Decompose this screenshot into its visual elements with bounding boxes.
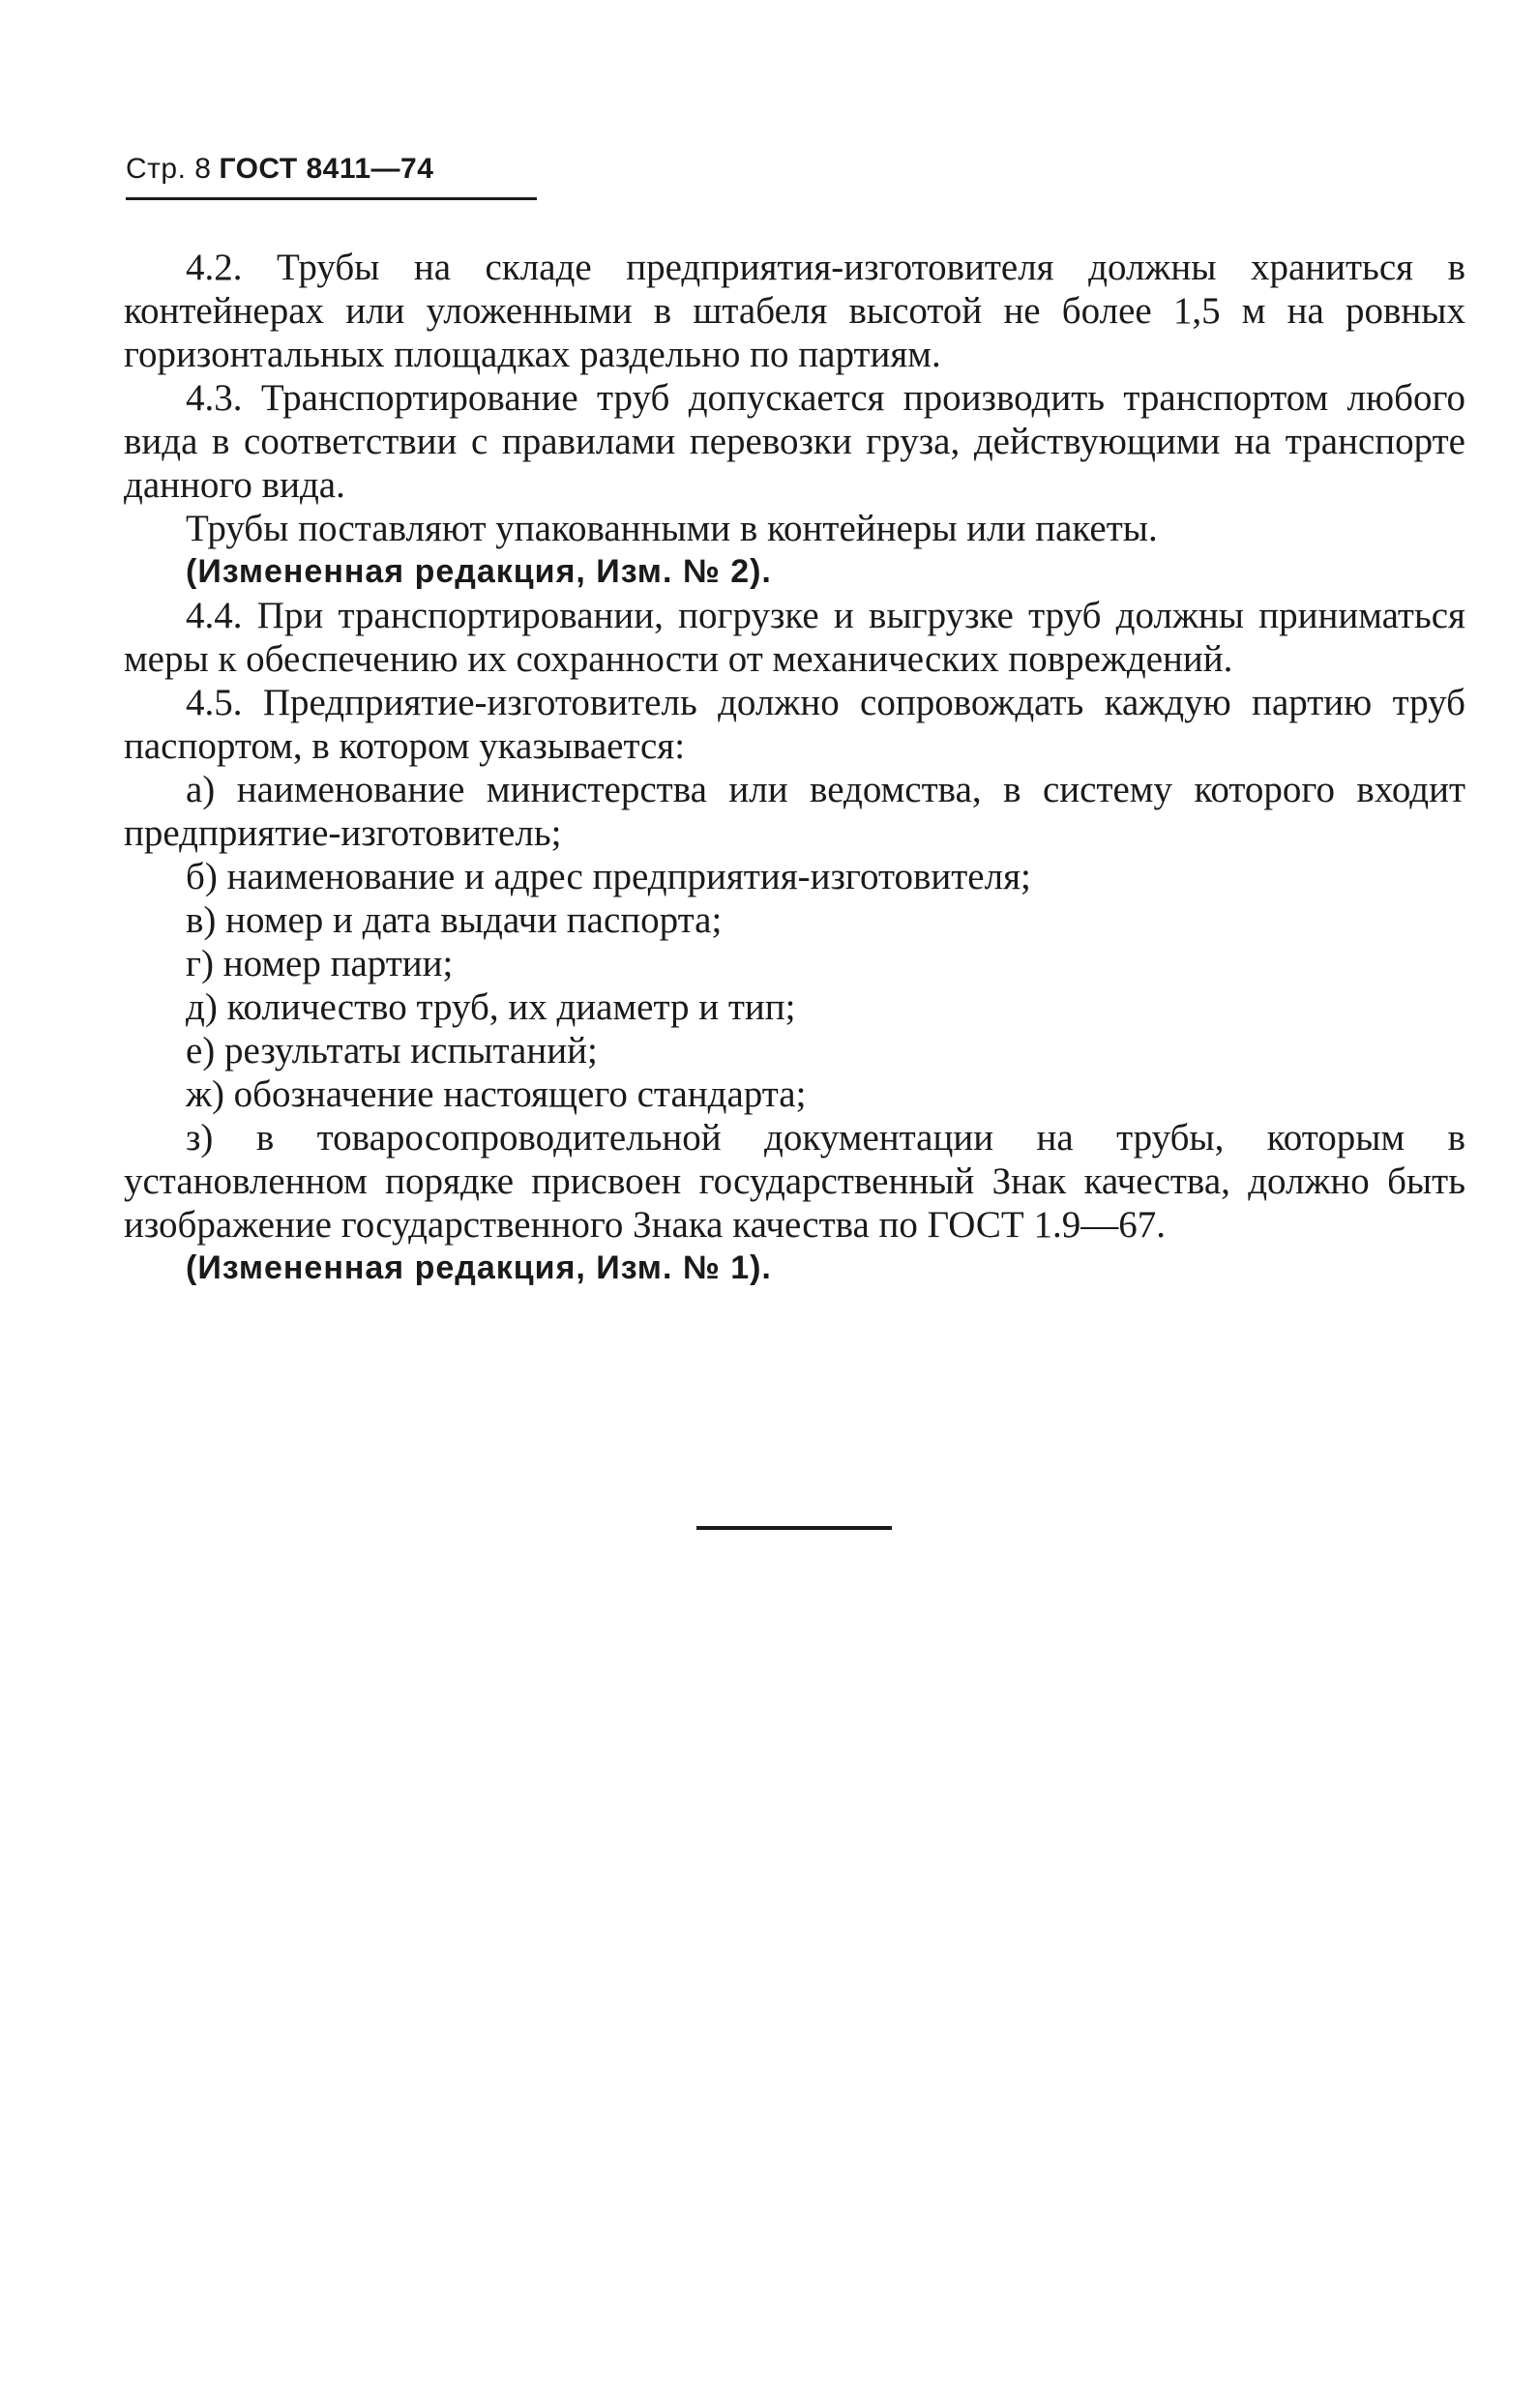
- paragraph-4-2: 4.2. Трубы на складе предприятия-изготовителя должны храниться в контейнерах или уложенными в штабеля высотой не более 1,5 м на ровных горизонтальных площадках раздельно по партиям.: [124, 247, 1465, 375]
- list-item-b: б) наименование и адрес предприятия-изготовителя;: [186, 856, 1031, 897]
- list-item-z: з) в товаросопроводительной документации на трубы, которым в установленном порядке присвоен государственный Знак качества, должно быть изображение государственного Знака качества по ГОСТ 1.9—67.: [124, 1117, 1465, 1246]
- running-head: [126, 153, 433, 186]
- list-item-g: г) номер партии;: [186, 943, 454, 984]
- list-item-e: е) результаты испытаний;: [186, 1030, 598, 1072]
- document-body: [124, 246, 1465, 1290]
- page-number: Стр. 8: [126, 153, 212, 185]
- paragraph-4-3-packaging: Трубы поставляют упакованными в контейнеры или пакеты.: [186, 508, 1158, 549]
- paragraph-4-3: 4.3. Транспортирование труб допускается производить транспортом любого вида в соответствии с правилами перевозки груза, действующими на транспорте данного вида.: [124, 377, 1465, 506]
- header-rule: [126, 197, 537, 200]
- amendment-note-2: (Измененная редакция, Изм. № 2).: [186, 553, 772, 590]
- list-item-d: д) количество труб, их диаметр и тип;: [186, 986, 796, 1028]
- paragraph-4-5: 4.5. Предприятие-изготовитель должно сопровождать каждую партию труб паспортом, в котором указывается:: [124, 682, 1465, 767]
- list-item-v: в) номер и дата выдачи паспорта;: [186, 899, 723, 941]
- list-item-zh: ж) обозначение настоящего стандарта;: [186, 1073, 807, 1115]
- section-end-rule: [696, 1526, 892, 1530]
- paragraph-4-4: 4.4. При транспортировании, погрузке и выгрузке труб должны приниматься меры к обеспечению их сохранности от механических повреждений.: [124, 595, 1465, 680]
- list-item-a: а) наименование министерства или ведомства, в систему которого входит предприятие-изготовитель;: [124, 769, 1465, 854]
- amendment-note-1: (Измененная редакция, Изм. № 1).: [186, 1249, 772, 1286]
- standard-designation: ГОСТ 8411—74: [219, 153, 434, 185]
